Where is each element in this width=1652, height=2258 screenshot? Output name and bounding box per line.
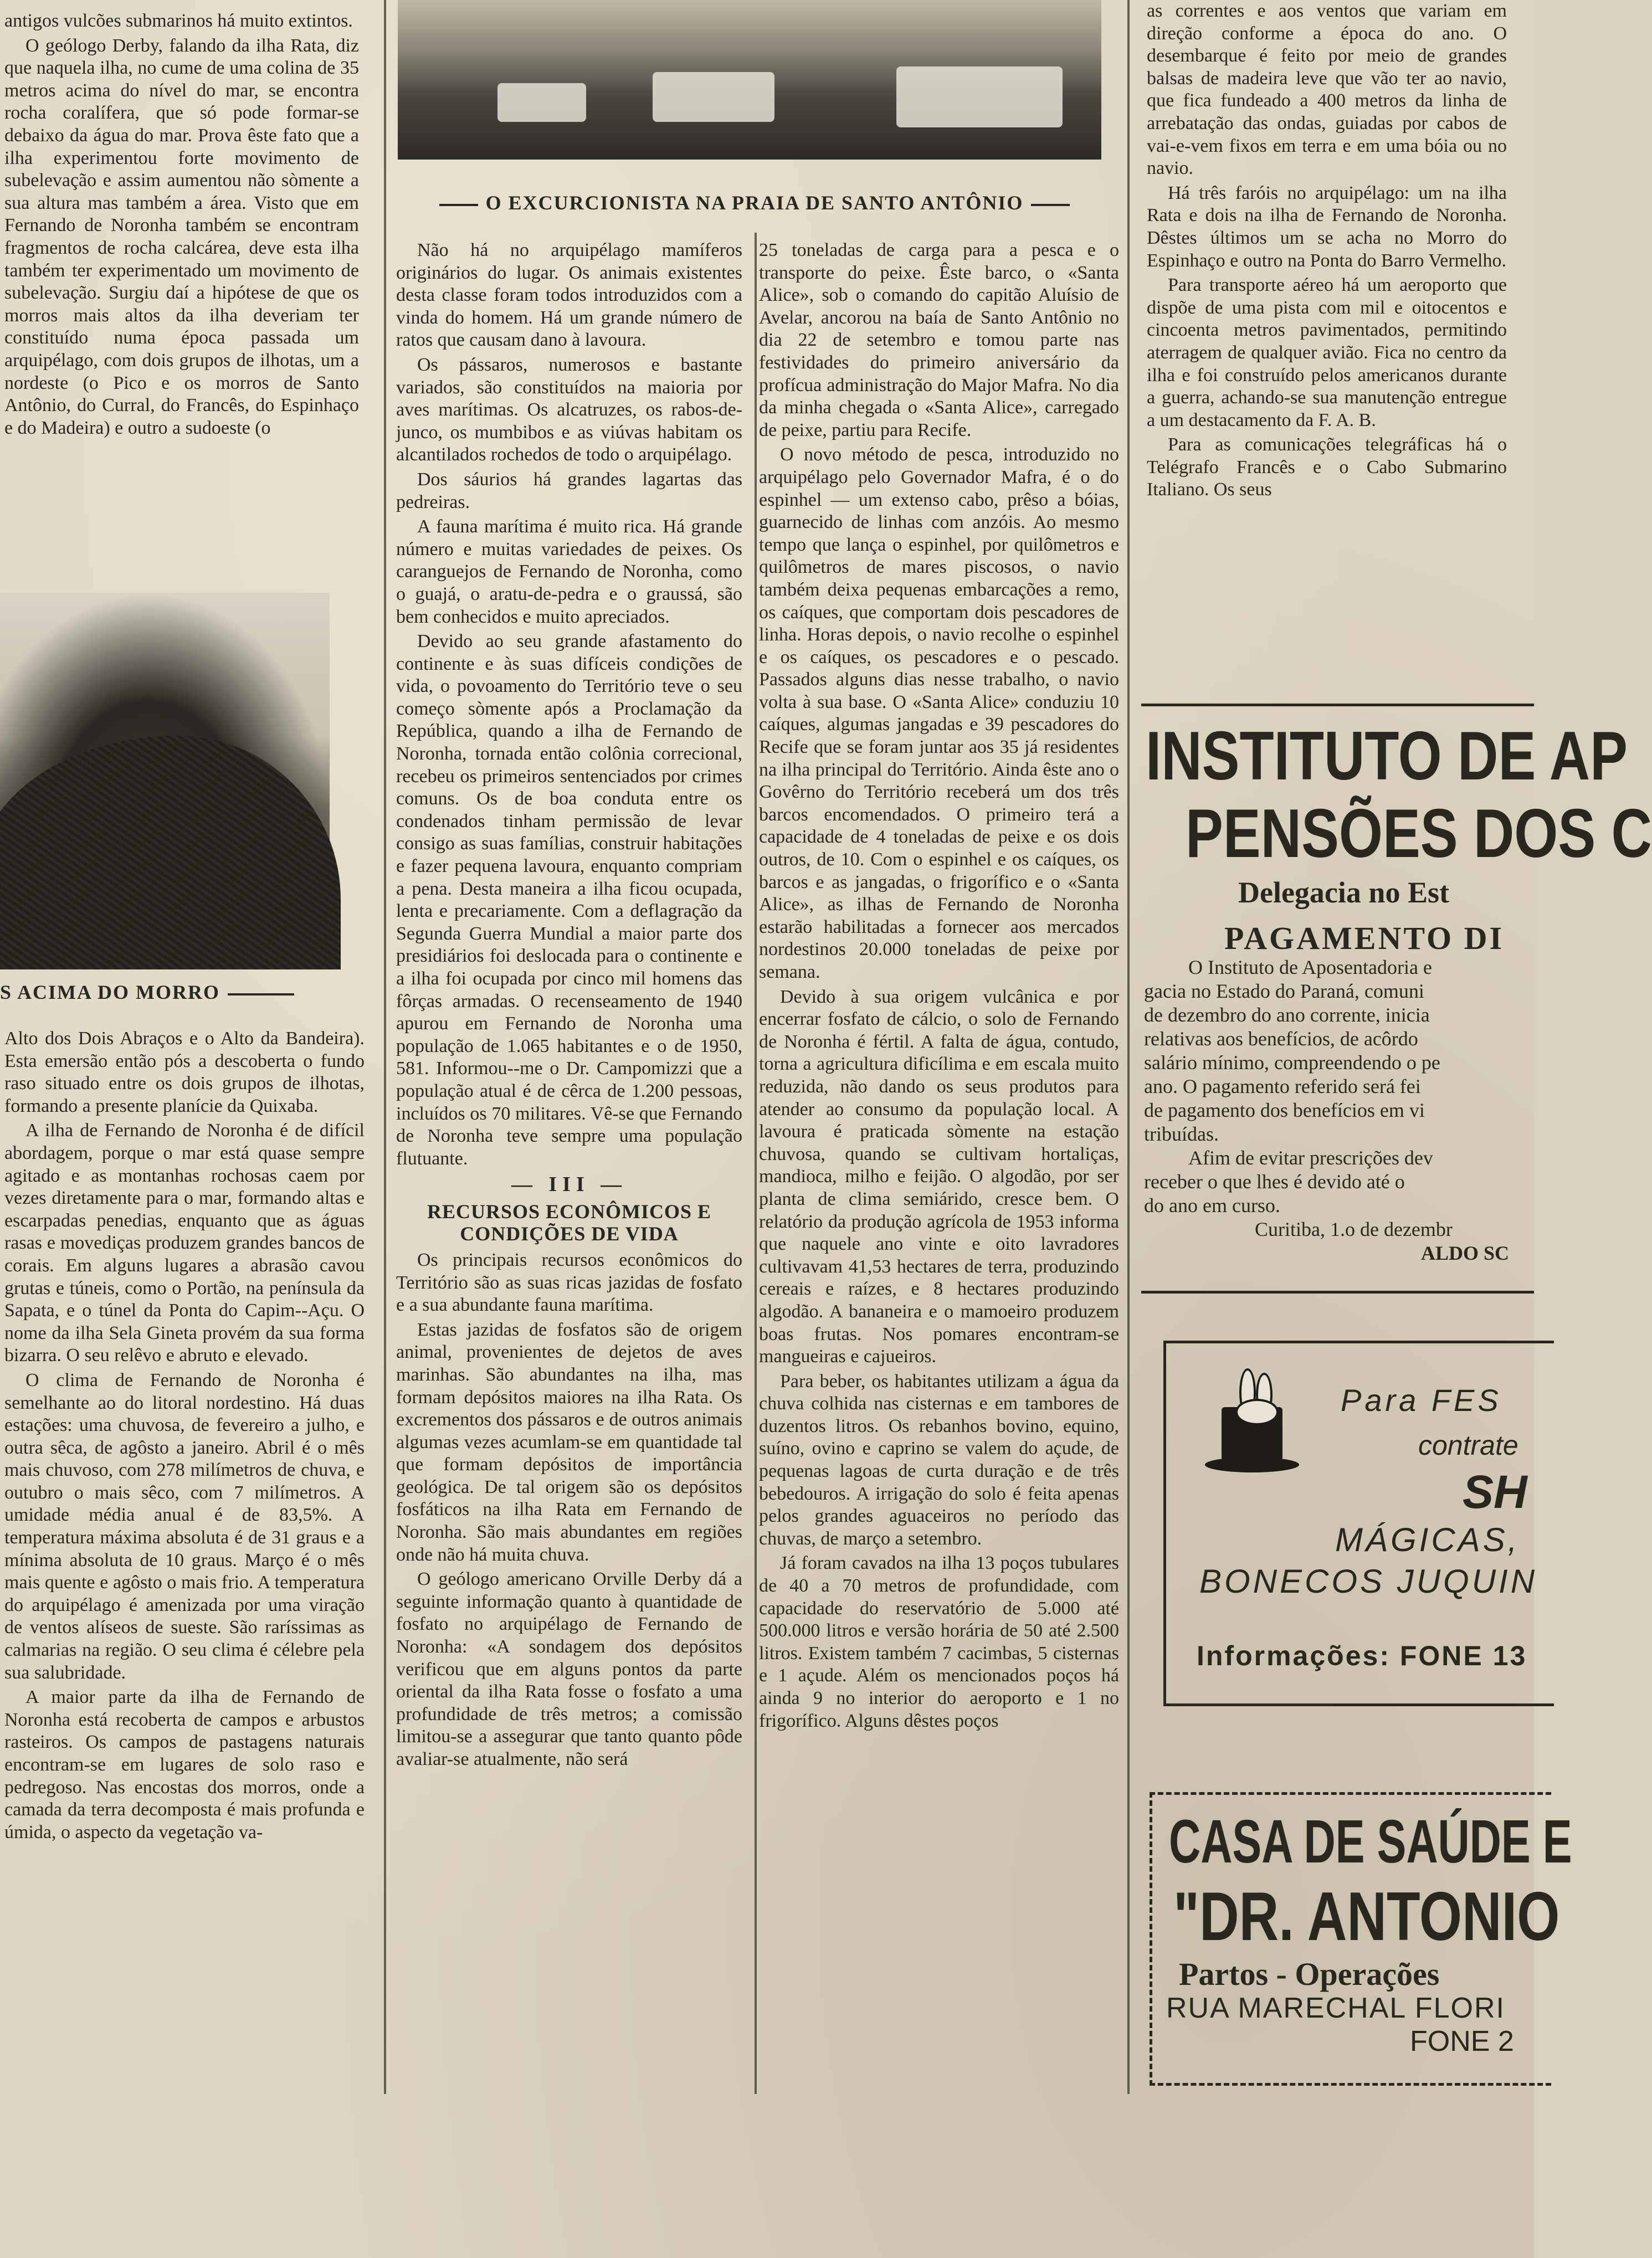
ad-instituto-heading: PAGAMENTO DI (1224, 920, 1505, 956)
paragraph: O novo método de pesca, introduzido no arquipélago pelo Governador Mafra, é o do espinhel — um extenso cabo, prêso a bóias, guarnecido de linhas com anzóis. Ao mesmo tempo que lança o espinhel, por quilômetros e quilômetros de mares piscosos, o navio também deixa pequenas embarcações a remo, os caíques, que comportam dois pescadores de linha. Horas depois, o navio recolhe o espinhel e os caíques, os pescadores e o pescado. Passados alguns dias nesse trabalho, o navio volta à sua base. O «Santa Alice» conduziu 10 caíques, algumas jangadas e 39 pescadores do Recife que se foram juntar aos 35 já residentes na ilha principal do Território. Ainda êste ano o Govêrno do Território receberá um dos três barcos encomendados. O primeiro terá a capacidade de 4 toneladas de peixe e os dois outros, de 10. Com o espinhel e os caíques, os barcos e as jangadas, o frigorífico e o «Santa Alice», as ilhas de Fernando de Noronha estarão habilitadas a fornecer aos mercados nordestinos 20.000 toneladas de peixe por semana. (759, 444, 1119, 982)
paragraph: Já foram cavados na ilha 13 poços tubulares de 40 a 70 metros de profundidade, com capacidade do reservatório de 5.000 até 500.000 litros e versão horária de 50 até 2.500 litros. Existem também 7 cacimbas, 5 cisternas e 1 açude. Além os mencionados poços há ainda 9 no interior do aeroporto e 1 no frigorífico. Alguns dêstes poços (759, 1553, 1119, 1731)
column-rule (755, 233, 757, 2094)
ad-separator (1141, 1291, 1534, 1294)
ad-clinic-line-5: FONE 2 (1410, 2025, 1514, 2057)
ad-line: receber o que lhes é devido até o (1144, 1171, 1405, 1193)
column-3 (759, 239, 1119, 2092)
ad-magic-line-3: SH (1463, 1466, 1527, 1518)
ad-line: de pagamento dos benefícios em vi (1144, 1099, 1425, 1121)
ad-date: Curitiba, 1.o de dezembr (1255, 1218, 1453, 1240)
paragraph: A ilha de Fernando de Noronha é de difícil abordagem, porque o mar está quase sempre agitado e as montanhas rochosas caem por vezes diretamente para o mar, formando altas e escarpadas penedias, enquanto que as águas rasas e movediças produzem grandes bancos de corais. Em alguns lugares a abrasão cavou grutas e túneis, como o Portão, na península da Sapata, e o túnel da Ponta do Capim--Açu. O nome da ilha Sela Gineta provém da sua forma bizarra. O seu relêvo e abruto e elevado. (4, 1120, 365, 1366)
paragraph: Não há no arquipélago mamíferos originários do lugar. Os animais existentes desta classe foram todos introduzidos com a vinda do homem. Há um grande número de ratos que causam dano à lavoura. (396, 240, 742, 351)
paragraph: A fauna marítima é muito rica. Há grande número e muitas variedades de peixes. Os caranguejos de Fernando de Noronha, como o guajá, o aratu-de-pedra e o graussá, são bem conhecidos e muito apreciados. (396, 516, 742, 627)
paragraph: O geólogo americano Orville Derby dá a seguinte informação quanto à quantidade de fosfato no arquipélago de Fernando de Noronha: «A sondagem dos depósitos verificou que em alguns pontos da parte oriental da ilha Rata fosse o fosfato a uma profundidade de três metros; a comissão limitou-se a assegurar que tanto quanto pôde avaliar-se atualmente, não será (396, 1569, 742, 1769)
paragraph: Devido ao seu grande afastamento do continente e às suas difíceis condições de vida, o povoamento do Território teve o seu começo sòmente após a Proclamação da República, quando a ilha de Fernando de Noronha, tornada então colônia correcional, recebeu os primeiros sentenciados por crimes comuns. Os de boa conduta entre os condenados tinham permissão de levar consigo as suas famílias, construir habitações e fazer pequena lavoura, enquanto compriam a pena. Desta maneira a ilha ficou ocupada, lenta e precariamente. Com a deflagração da Segunda Guerra Mundial a maior parte dos presidiários foi deslocada para o continente e a ilha foi ocupada por cinco mil homens das fôrças armadas. O recenseamento de 1940 apurou em Fernando de Noronha uma população de 1.065 habitantes e o de 1950, 581. Informou--me o Dr. Campomizzi que a população atual é de cêrca de 1.200 pessoas, incluídos os 70 militares. Vê-se que Fernando de Noronha teve sempre uma população flutuante. (396, 631, 742, 1169)
ad-line: O Instituto de Aposentadoria e (1188, 956, 1432, 978)
ad-line: relativas aos benefícios, de acôrdo (1144, 1028, 1418, 1050)
beach-photo (398, 0, 1101, 160)
ad-instituto-body (1144, 956, 1534, 1265)
ad-signature: ALDO SC (1421, 1242, 1510, 1264)
section-number: — III — (511, 1173, 628, 1197)
paragraph: Os principais recursos econômicos do Território são as suas ricas jazidas de fosfato e a sua abundante fauna marítima. (396, 1249, 742, 1316)
ad-clinic-line-4: RUA MARECHAL FLORI (1166, 1992, 1505, 2024)
paragraph: Para beber, os habitantes utilizam a água da chuva colhida nas cisternas e em tambores de duzentos litros. Os rebanhos bovino, equino, suíno, ovino e caprino se valem do açude, de pequenas lagoas de curta duração e de três bebedouros. A irrigação do solo é feita apenas pelos grandes aguaceiros no período das chuvas, de março a setembro. (759, 1371, 1119, 1549)
hill-shape (0, 736, 341, 970)
column-rule (1127, 0, 1130, 2094)
column-rule (384, 0, 386, 2094)
ad-line: ano. O pagamento referido será fei (1144, 1075, 1421, 1097)
photo-detail (653, 72, 774, 122)
paragraph: Para as comunicações telegráficas há o Telégrafo Francês e o Cabo Submarino Italiano. Os seus (1147, 434, 1507, 500)
section-heading: RECURSOS ECONÔMICOS E CONDIÇÕES DE VIDA (427, 1200, 712, 1245)
ad-line: de dezembro do ano corrente, inicia (1144, 1004, 1430, 1026)
ad-instituto-title-2: PENSÕES DOS C (1186, 796, 1652, 872)
ad-clinic-line-1: CASA DE SAÚDE E (1169, 1808, 1572, 1876)
paragraph: antigos vulcões submarinos há muito extintos. (4, 11, 353, 31)
ad-magic-line-5: BONECOS JUQUIN (1199, 1563, 1538, 1600)
column-2 (396, 239, 742, 2092)
ad-instituto-title-1: INSTITUTO DE AP (1146, 718, 1628, 794)
paragraph: Para transporte aéreo há um aeroporto que dispõe de uma pista com mil e oitocentos e cincoenta metros pavimentados, permitindo aterragem de qualquer avião. Fica no centro da ilha e foi construído pelos americanos durante a guerra, achando-se sua manutenção entregue a um destacamento da F. A. B. (1147, 275, 1507, 430)
ad-line: do ano em curso. (1144, 1194, 1280, 1217)
hill-photo (0, 593, 330, 953)
paragraph: O clima de Fernando de Noronha é semelhante ao do litoral nordestino. Há duas estações: uma chuvosa, de fevereiro a julho, e outra sêca, de agôsto a janeiro. Abril é o mês mais chuvoso, com 278 milímetros de chuva, e outubro o mais sêco, com 7 milímetros. A umidade média anual é de 83,5%. A temperatura máxima absoluta é de 31 graus e a mínima absoluta de 10 graus. Março é o mês mais quente e agôsto o mais frio. A temperatura do arquipélago é amenizada por uma viração de ventos alíseos de sueste. São raríssimas as calmarias na região. O seu clima é célebre pela sua salubridade. (4, 1369, 365, 1683)
ad-instituto-subtitle: Delegacia no Est (1238, 876, 1449, 909)
paragraph: Estas jazidas de fosfatos são de origem animal, provenientes de dejetos de aves marinhas. São abundantes na ilha, mas formam depósitos maiores na ilha Rata. Os excrementos dos pássaros e de outros animais algumas vezes acumlam-se em quantidade tal que formam depósitos de importância geológica. De tal origem são os depósitos fosfáticos na ilha Rata em Fernando de Noronha. São mais abundantes em regiões onde não há muita chuva. (396, 1319, 742, 1565)
ad-clinic-line-3: Partos - Operações (1179, 1956, 1440, 1992)
photo-detail (896, 66, 1063, 127)
rabbit-hat-icon (1205, 1368, 1299, 1474)
left-photo-caption: S ACIMA DO MORRO (0, 981, 360, 1004)
ad-separator (1141, 704, 1534, 706)
ad-line: tribuídas. (1144, 1123, 1219, 1145)
paragraph: A maior parte da ilha de Fernando de Noronha está recoberta de campos e arbustos rasteiros. Os campos de pastagens naturais encontram-se em lugares de solo raso e pedregoso. Nas encostas dos morros, onde a camada da terra decomposta é mais profunda e úmida, o aspecto da vegetação va- (4, 1687, 365, 1843)
ad-magic-phone: Informações: FONE 13 (1197, 1640, 1527, 1671)
paragraph: Há três faróis no arquipélago: um na ilha Rata e dois na ilha de Fernando de Noronha. Dêstes últimos um se acha no Morro do Espinhaço e outro na Ponta do Barro Vermelho. (1147, 182, 1507, 271)
column-4 (1147, 0, 1507, 701)
ad-magic-line-2: contrate (1418, 1430, 1518, 1461)
ad-line: salário mínimo, compreendendo o pe (1144, 1051, 1440, 1074)
ad-magic-line-4: MÁGICAS, (1335, 1521, 1520, 1558)
column-1-top (4, 10, 359, 569)
ad-line: gacia no Estado do Paraná, comuni (1144, 980, 1424, 1002)
photo-detail (497, 83, 586, 122)
paragraph: Dos sáurios há grandes lagartas das pedreiras. (396, 469, 742, 512)
paragraph: Os pássaros, numerosos e bastante variados, são constituídos na maioria por aves marítimas. Os alcatruzes, os rabos-de-junco, os mumbibos e as viúvas habitam os alcantilados rochedos de todo o arquipélago. (396, 354, 742, 465)
paragraph: O geólogo Derby, falando da ilha Rata, diz que naquela ilha, no cume de uma colina de 35 metros acima do nível do mar, se encontra rocha coralífera, que só pode formar-se debaixo da água do mar. Prova êste fato que a ilha experimentou forte movimento de subelevação e assim aumentou não sòmente a sua altura mas também a área. Visto que em Fernando de Noronha também se encontram fragmentos de rocha calcárea, deve esta ilha também ter experimentado um movimento de subelevação. Surgiu daí a hipótese de que os morros mais altos da ilha deveriam ter constituído numa época passada um arquipélago, com dois grupos de ilhotas, um a nordeste (o Pico e os morros de Santo Antônio, do Curral, do Francês, do Espinhaço e do Madeira) e outro a sudoeste (o (4, 35, 359, 438)
column-1-bottom (4, 1028, 365, 2094)
paragraph: as correntes e aos ventos que variam em direção conforme a época do ano. O desembarque é feito por meio de grandes balsas de madeira leve que vão ter ao navio, que fica fundeado a 400 metros da linha de arrebatação das ondas, guiadas por cabos de vai-e-vem fixos em terra e em uma bóia ou no navio. (1147, 1, 1507, 179)
top-photo-caption: O EXCURCIONISTA NA PRAIA DE SANTO ANTÔNIO (394, 191, 1115, 214)
ad-line: Afim de evitar prescrições dev (1188, 1147, 1433, 1169)
paragraph: Alto dos Dois Abraços e o Alto da Bandeira). Esta emersão então pós a descoberta o fundo raso situado entre os dois grupos de ilhotas, formando a presente planície da Quixaba. (4, 1028, 365, 1116)
ad-clinic-line-2: "DR. ANTONIO (1173, 1879, 1560, 1955)
ad-magic-line-1: Para FES (1341, 1383, 1502, 1418)
paragraph: Devido à sua origem vulcânica e por encerrar fosfato de cálcio, o solo de Fernando de Noronha é fértil. A falta de água, contudo, torna a agricultura dificílima e em escala muito reduzida, não dando os seus produtos para atender ao consumo da população local. A lavoura é praticada sòmente na estação chuvosa, quando se cultivam hortaliças, mandioca, milho e feijão. O algodão, por ser planta de clima semiárido, cresce bem. O relatório da produção agrícola de 1953 informa que naquele ano vinte e oito lavradores cultivavam 41,53 hectares de terra, produzindo cereais e raízes, e 8 hectares produzindo algodão. A bananeira e o mamoeiro produzem boas frutas. Nos pomares encontram-se mangueiras e cajueiros. (759, 986, 1119, 1367)
paragraph: 25 toneladas de carga para a pesca e o transporte do peixe. Êste barco, o «Santa Alice», sob o comando do capitão Aluísio de Avelar, ancorou na baía de Santo Antônio no dia 22 de setembro e tomou parte nas festividades do primeiro aniversário da profícua administração do Major Mafra. No dia da minha chegada o «Santa Alice», carregado de peixe, partiu para Recife. (759, 240, 1119, 440)
